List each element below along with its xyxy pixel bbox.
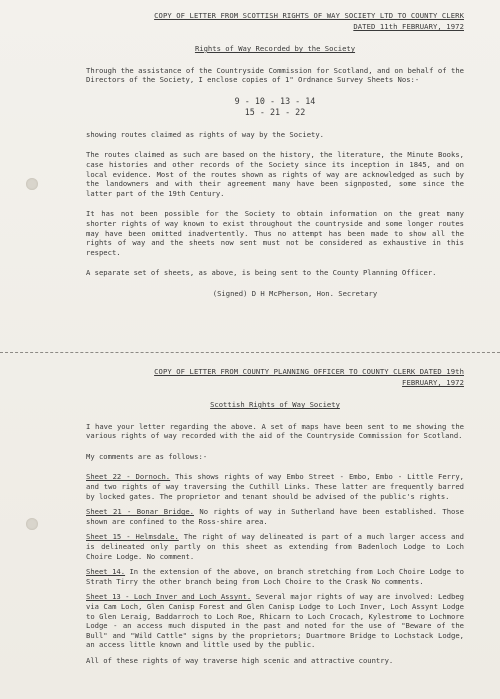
sheet-text: In the extension of the above, on branch stretching from Loch Choire Lodge to Strath Tirry the other branch being from Loch Choire to the Crask No comments.	[86, 567, 464, 586]
sheet-comment	[86, 532, 464, 561]
letter-1	[86, 10, 464, 299]
letter-2-para-2: My comments are as follows:-	[86, 451, 208, 461]
sheet-text: The right of way delineated is part of a much larger access and is delineated only partly on this sheet as extending from Badenloch Lodge to Loch Choire Lodge. No comment.	[86, 532, 464, 561]
letter-2-header	[86, 366, 464, 388]
punch-hole	[26, 178, 38, 190]
sheet-text: No rights of way in Sutherland have been established. Those shown are confined to the Ross-shire area.	[86, 507, 465, 526]
letter-1-header-line2: DATED 11th FEBRUARY, 1972	[353, 22, 464, 31]
letter-1-subheading: Rights of Way Recorded by the Society	[194, 44, 356, 53]
sheet-numbers	[86, 96, 464, 118]
letter-1-header-line1: COPY OF LETTER FROM SCOTTISH RIGHTS OF WAY SOCIETY LTD TO COUNTY CLERK	[154, 11, 464, 20]
letter-2-para-1: I have your letter regarding the above. A set of maps have been sent to me showing the various rights of way recorded with the aid of the Countryside Commission for Scotland.	[86, 421, 464, 441]
sheet-label: Sheet 22 - Dornoch.	[86, 472, 171, 482]
sheet-text: This shows rights of way Embo Street - Embo, Embo - Little Ferry, and two rights of way traversing the Cuthill Links. These latter are frequently barred by locked gates. The proprietor and tenant should be advised of the public's rights.	[86, 472, 464, 501]
letter-2-subheading: Scottish Rights of Way Society	[210, 400, 340, 409]
sheet-label: Sheet 13 - Loch Inver and Loch Assynt.	[86, 592, 252, 602]
letter-1-para-2: showing routes claimed as rights of way by the Society.	[86, 129, 324, 139]
punch-hole	[26, 518, 38, 530]
sheet-label: Sheet 14.	[86, 567, 126, 577]
sheet-numbers-line2: 15 - 21 - 22	[244, 106, 306, 117]
letter-1-header	[86, 10, 464, 32]
letter-2-header-line1: COPY OF LETTER FROM COUNTY PLANNING OFFICER TO COUNTY CLERK DATED 19th	[154, 367, 464, 376]
sheet-text: Several major rights of way are involved: Ledbeg via Cam Loch, Glen Canisp Forest and Glen Canisp Lodge to Loch Inver, Loch Assynt Lodge to Glen Leraig, Baddarroch to Loch Roe, Rhicarn to Loch Crocach, Kylestrome to Lochmore Lodge - an access much disputed in the past and noted for the use of "Beware of the Bull" and "Wild Cattle" signs by the proprietors; Duartmore Bridge to Lochstack Lodge, an access little known and little used by the public.	[86, 592, 465, 650]
letter-1-para-1: Through the assistance of the Countryside Commission for Scotland, and on behalf of the Directors of the Society, I enclose copies of 1" Ordnance Survey Sheets Nos:-	[86, 65, 464, 85]
section-divider	[0, 352, 500, 353]
letter-2-header-line2: FEBRUARY, 1972	[402, 378, 464, 387]
sheet-label: Sheet 21 - Bonar Bridge.	[86, 507, 194, 517]
letter-1-para-3: The routes claimed as such are based on the history, the literature, the Minute Books, case histories and other records of the Society since its inception in 1845, and on local evidence. Most of the routes shown as rights of way are acknowledged as such by the landowners and with their agreement many have been signposted, some since the latter part of the 19th Century.	[86, 150, 464, 198]
signature-line: (Signed) D H McPherson, Hon. Secretary	[212, 288, 378, 298]
sheet-comment	[86, 592, 464, 650]
sheet-label: Sheet 15 - Helmsdale.	[86, 532, 179, 542]
letter-2-closing-para: All of these rights of way traverse high scenic and attractive country.	[86, 655, 394, 665]
sheet-comment	[86, 472, 464, 501]
sheet-comment	[86, 567, 464, 586]
sheet-numbers-line1: 9 - 10 - 13 - 14	[234, 95, 316, 106]
letter-1-para-4: It has not been possible for the Society to obtain information on the great many shorter rights of way known to exist throughout the countryside and some longer routes may have been omitted inadvertently. Thus no attempt has been made to show all the rights of way and the sheets now sent must not be considered as exhaustive in this respect.	[86, 209, 464, 257]
letter-1-para-5: A separate set of sheets, as above, is being sent to the County Planning Officer.	[86, 268, 437, 278]
sheet-comment	[86, 507, 464, 526]
letter-2	[86, 366, 464, 676]
